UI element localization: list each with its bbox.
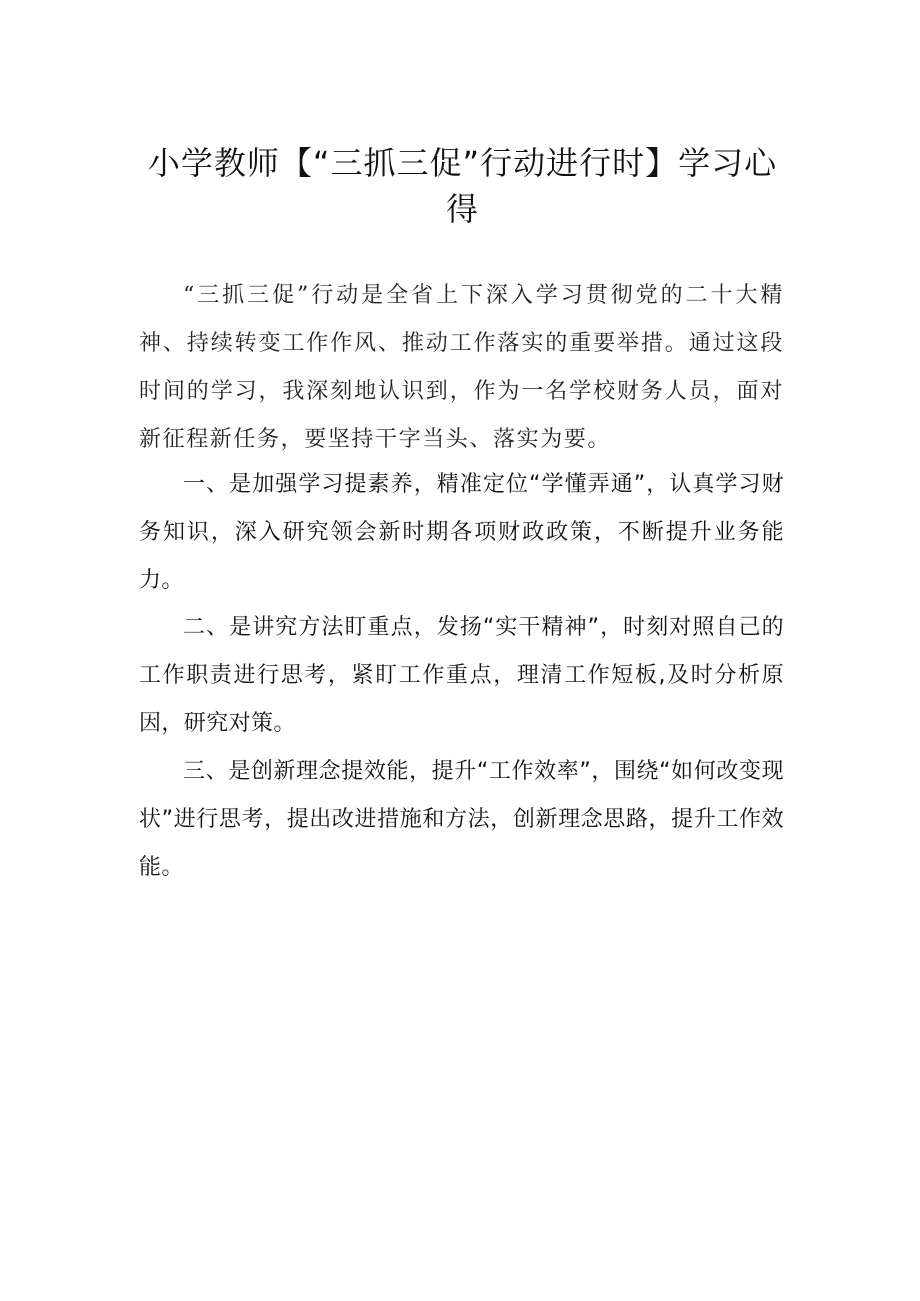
intro-paragraph: “三抓三促”行动是全省上下深入学习贯彻党的二十大精神、持续转变工作作风、推动工作落实的重要举措。通过这段时间的学习，我深刻地认识到，作为一名学校财务人员，面对新征程新任务，要坚持干字当头、落实为要。 [139,283,784,452]
document-title: 小学教师【“三抓三促”行动进行时】学习心得 [147,144,778,228]
point-two-paragraph: 二、是讲究方法盯重点，发扬“实干精神”，时刻对照自己的工作职责进行思考，紧盯工作重点，理清工作短板,及时分析原因，研究对策。 [139,615,784,736]
point-one-paragraph: 一、是加强学习提素养，精准定位“学懂弄通”，认真学习财务知识，深入研究领会新时期各项财政政策，不断提升业务能力。 [139,472,784,593]
point-three-paragraph: 三、是创新理念提效能，提升“工作效率”，围绕“如何改变现状”进行思考，提出改进措施和方法，创新理念思路，提升工作效能。 [139,759,784,880]
